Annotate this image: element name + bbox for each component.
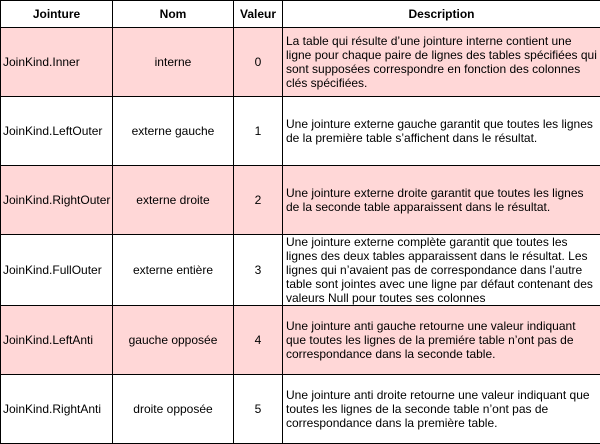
header-valeur: Valeur	[234, 1, 283, 28]
cell-nom: droite opposée	[113, 375, 234, 444]
cell-description: Une jointure externe droite garantit que toutes les lignes de la seconde table apparaissent dans le résultat.	[283, 166, 600, 235]
table-row	[1, 306, 600, 375]
cell-description: Une jointure anti gauche retourne une valeur indiquant que toutes les lignes de la premiére table n’ont pas de correspondance dans la seconde table.	[283, 306, 600, 375]
table-row	[1, 235, 600, 306]
cell-nom: gauche opposée	[113, 306, 234, 375]
header-description: Description	[283, 1, 600, 28]
table-row	[1, 166, 600, 235]
cell-jointure: JoinKind.FullOuter	[1, 235, 113, 306]
cell-valeur: 4	[234, 306, 283, 375]
cell-valeur: 2	[234, 166, 283, 235]
cell-valeur: 1	[234, 97, 283, 166]
cell-valeur: 5	[234, 375, 283, 444]
cell-jointure: JoinKind.RightOuter	[1, 166, 113, 235]
cell-jointure: JoinKind.RightAnti	[1, 375, 113, 444]
cell-nom: externe droite	[113, 166, 234, 235]
cell-jointure: JoinKind.Inner	[1, 28, 113, 97]
cell-description: Une jointure externe gauche garantit que toutes les lignes de la première table s’affichent dans le résultat.	[283, 97, 600, 166]
cell-description: Une jointure externe complète garantit que toutes les lignes des deux tables apparaissent dans le résultat. Les lignes qui n’avaient pas de correspondance dans l’autre table sont jointes avec une ligne par défaut contenant des valeurs Null pour toutes ses colonnes	[283, 235, 600, 306]
header-nom: Nom	[113, 1, 234, 28]
cell-nom: externe gauche	[113, 97, 234, 166]
header-jointure: Jointure	[1, 1, 113, 28]
cell-valeur: 0	[234, 28, 283, 97]
cell-jointure: JoinKind.LeftOuter	[1, 97, 113, 166]
table-row	[1, 375, 600, 444]
cell-nom: interne	[113, 28, 234, 97]
cell-description: La table qui résulte d’une jointure interne contient une ligne pour chaque paire de lignes des tables spécifiées qui sont supposées correspondre en fonction des colonnes clés spécifiées.	[283, 28, 600, 97]
cell-description: Une jointure anti droite retourne une valeur indiquant que toutes les lignes de la seconde table n’ont pas de correspondance dans la première table.	[283, 375, 600, 444]
header-row	[1, 1, 600, 28]
table-row	[1, 97, 600, 166]
cell-nom: externe entière	[113, 235, 234, 306]
table-row	[1, 28, 600, 97]
cell-valeur: 3	[234, 235, 283, 306]
cell-jointure: JoinKind.LeftAnti	[1, 306, 113, 375]
